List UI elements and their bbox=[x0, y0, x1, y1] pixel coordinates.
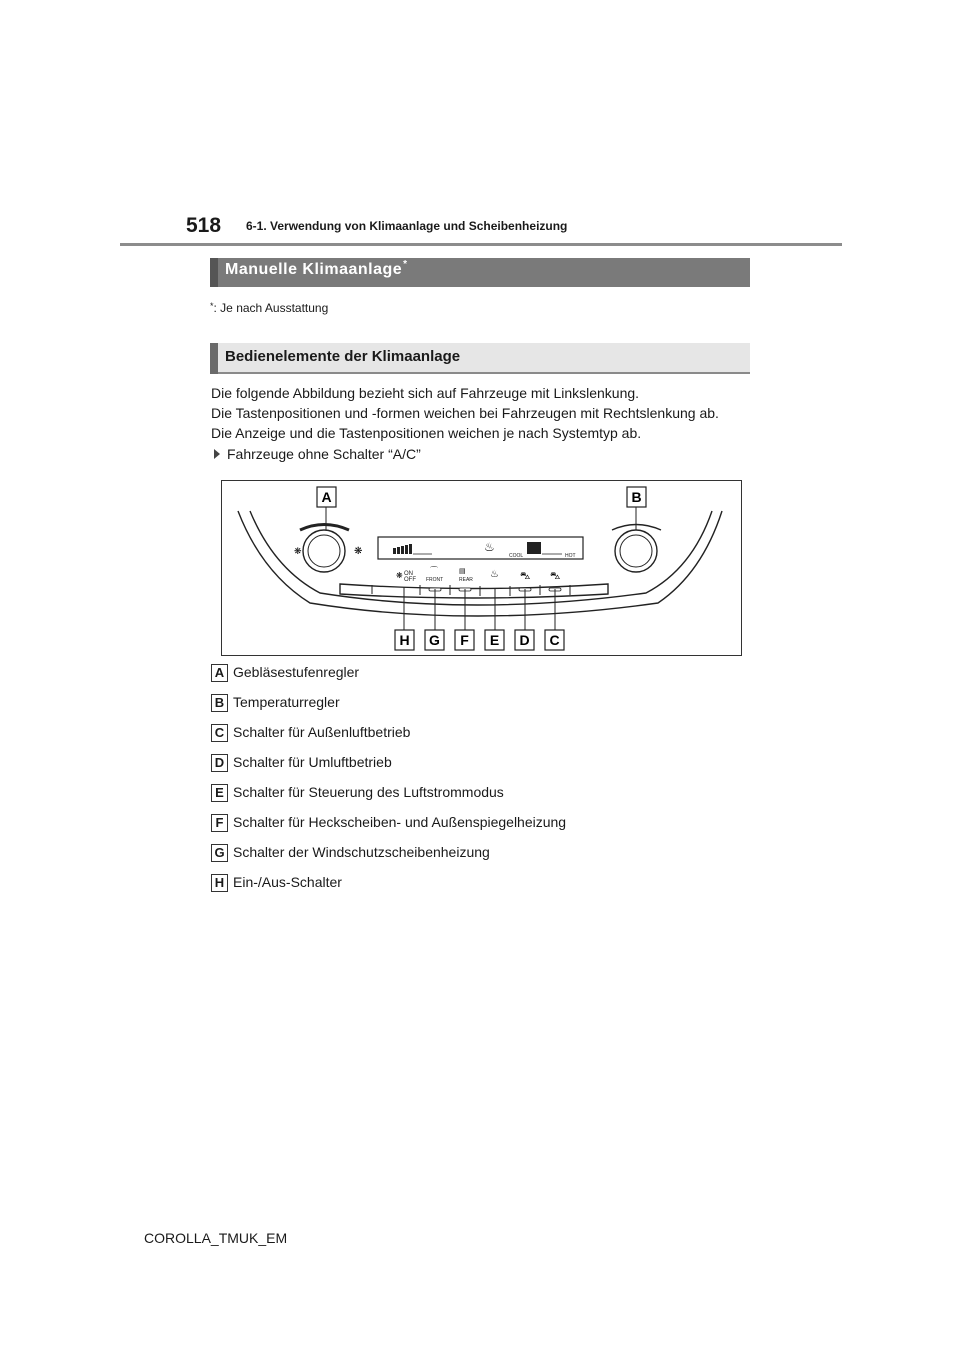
legend-key: A bbox=[211, 664, 228, 682]
front-defrost-icon: ⌒ bbox=[430, 566, 438, 575]
callout-b bbox=[627, 487, 646, 507]
callout-a-label: A bbox=[321, 489, 332, 505]
button-rear-label: REAR bbox=[459, 577, 473, 583]
section-heading-accent bbox=[210, 258, 218, 287]
subsection-heading bbox=[210, 343, 750, 374]
section-title-star: * bbox=[403, 259, 408, 270]
recirculation-icon: ⛍ bbox=[520, 571, 531, 582]
button-on-label: ON bbox=[404, 571, 413, 577]
section-heading bbox=[210, 258, 750, 287]
legend-key: D bbox=[211, 754, 228, 772]
section-title: Manuelle Klimaanlage bbox=[225, 261, 403, 278]
header-divider bbox=[120, 243, 842, 246]
legend-label: Schalter für Heckscheiben- und Außenspiegelheizung bbox=[233, 814, 567, 830]
chapter-title: 6-1. Verwendung von Klimaanlage und Scheibenheizung bbox=[246, 219, 568, 233]
button-front-label: FRONT bbox=[426, 577, 444, 583]
footnote-text: : Je nach Ausstattung bbox=[213, 301, 329, 315]
climate-display bbox=[378, 537, 583, 559]
callout-d bbox=[515, 630, 534, 650]
legend-label: Schalter für Steuerung des Luftstrommodus bbox=[233, 784, 504, 800]
bullet-item bbox=[214, 446, 421, 462]
callout-c-label: C bbox=[549, 632, 560, 648]
callout-a bbox=[317, 487, 336, 507]
bullet-triangle-icon bbox=[214, 449, 220, 459]
callout-h-label: H bbox=[399, 632, 410, 648]
bullet-text: Fahrzeuge ohne Schalter “A/C” bbox=[227, 446, 421, 462]
callout-g bbox=[425, 630, 444, 650]
callout-g-label: G bbox=[429, 632, 440, 648]
page-number: 518 bbox=[186, 214, 222, 237]
callout-f bbox=[455, 630, 474, 650]
fan-low-icon: ❋ bbox=[294, 546, 302, 556]
subsection-title: Bedienelemente der Klimaanlage bbox=[225, 348, 461, 365]
button-strip bbox=[340, 584, 608, 598]
footnote-star: * bbox=[210, 301, 214, 311]
airflow-mode-icon: ♨ bbox=[484, 540, 495, 554]
callout-f-label: F bbox=[460, 632, 469, 648]
legend-label: Schalter für Umluftbetrieb bbox=[233, 754, 392, 770]
section-heading-text bbox=[225, 261, 408, 279]
climate-control-figure bbox=[221, 480, 742, 656]
rear-defrost-icon: ▤ bbox=[459, 568, 466, 575]
callout-b-label: B bbox=[631, 489, 642, 505]
airflow-button-icon: ♨ bbox=[490, 569, 499, 580]
footnote bbox=[210, 301, 328, 315]
fan-high-icon: ❋ bbox=[354, 546, 363, 557]
paragraph-line: Die Anzeige und die Tastenpositionen weichen je nach Systemtyp ab. bbox=[211, 425, 642, 441]
display-hot-label: HOT bbox=[565, 553, 576, 559]
climate-panel-illustration bbox=[222, 481, 741, 655]
callout-d-label: D bbox=[519, 632, 530, 648]
legend-label: Ein-/Aus-Schalter bbox=[233, 874, 342, 890]
legend-key: H bbox=[211, 874, 228, 892]
subsection-heading-accent bbox=[210, 343, 218, 374]
intro-paragraph bbox=[211, 383, 719, 443]
legend-label: Temperaturregler bbox=[233, 694, 340, 710]
legend-label: Schalter der Windschutzscheibenheizung bbox=[233, 844, 490, 860]
legend-key: G bbox=[211, 844, 228, 862]
callout-e-label: E bbox=[489, 632, 500, 648]
paragraph-line: Die Tastenpositionen und -formen weichen bei Fahrzeugen mit Rechtslenkung ab. bbox=[211, 405, 719, 421]
document-footer: COROLLA_TMUK_EM bbox=[144, 1230, 288, 1246]
legend-label: Gebläsestufenregler bbox=[233, 664, 360, 680]
fan-onoff-icon: ❋ bbox=[396, 571, 403, 580]
legend-key: E bbox=[211, 784, 228, 802]
fan-speed-knob bbox=[300, 525, 349, 573]
temperature-knob bbox=[612, 525, 661, 573]
legend-key: B bbox=[211, 694, 228, 712]
legend-key: C bbox=[211, 724, 228, 742]
callout-c bbox=[545, 630, 564, 650]
display-cool-label: COOL bbox=[509, 553, 524, 559]
callout-h bbox=[395, 630, 414, 650]
button-off-label: OFF bbox=[404, 577, 416, 583]
legend-key: F bbox=[211, 814, 228, 832]
outside-air-icon: ⛍ bbox=[550, 571, 561, 582]
paragraph-line: Die folgende Abbildung bezieht sich auf Fahrzeuge mit Linkslenkung. bbox=[211, 385, 640, 401]
callout-e bbox=[485, 630, 504, 650]
legend-label: Schalter für Außenluftbetrieb bbox=[233, 724, 411, 740]
